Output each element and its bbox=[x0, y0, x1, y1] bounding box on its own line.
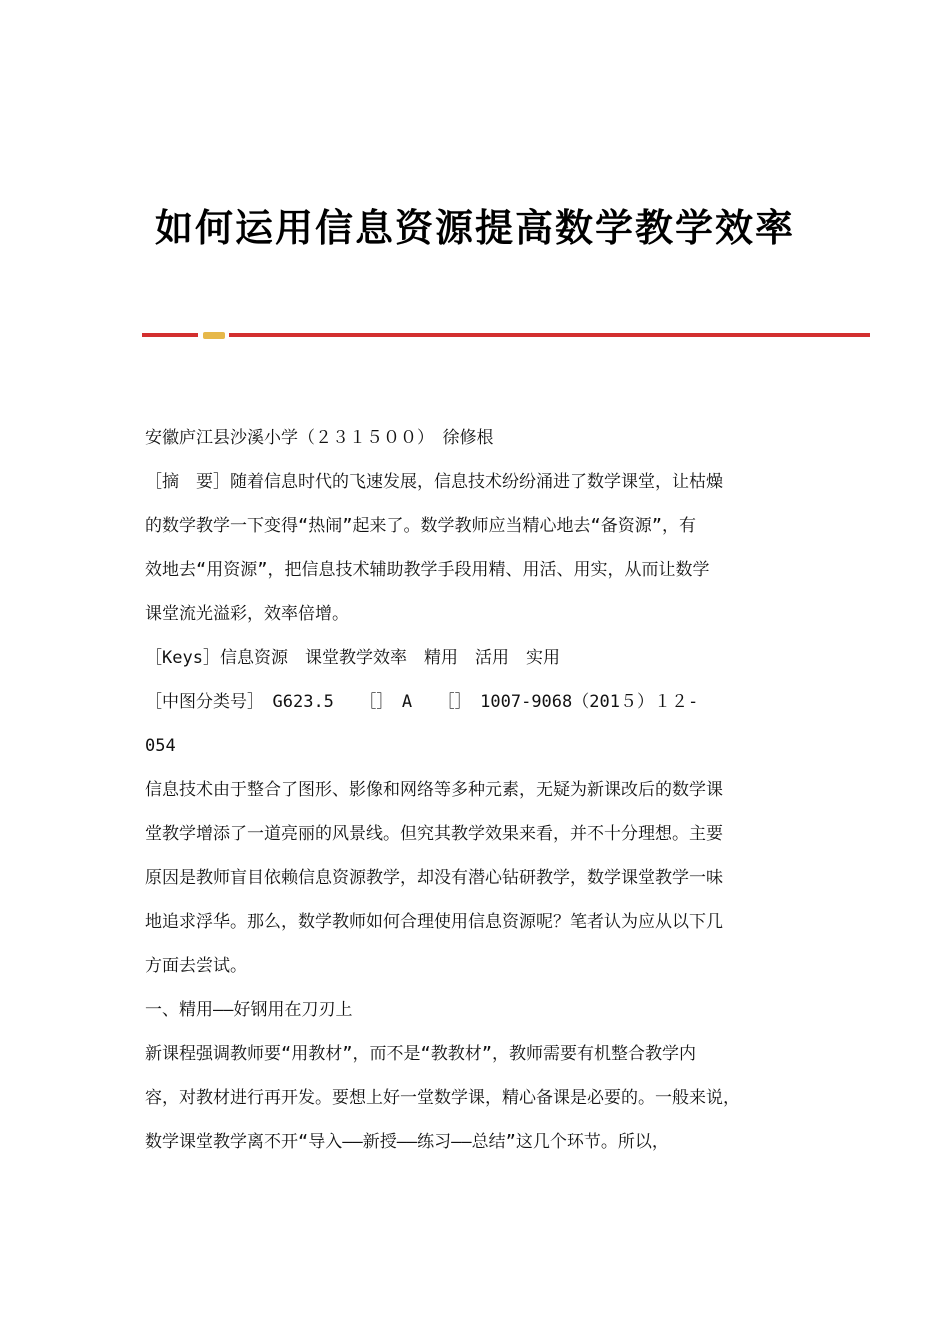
classification-line: 054 bbox=[145, 736, 176, 756]
page-title: 如何运用信息资源提高数学教学效率 bbox=[154, 205, 795, 250]
divider-badge bbox=[203, 332, 225, 339]
paragraph-line: 方面去尝试。 bbox=[145, 956, 247, 976]
paragraph-line: 地追求浮华。那么，数学教师如何合理使用信息资源呢？笔者认为应从以下几 bbox=[145, 912, 723, 932]
paragraph-line: 原因是教师盲目依赖信息资源教学，却没有潜心钻研教学，数学课堂教学一味 bbox=[145, 868, 723, 888]
abstract-line: ［摘 要］随着信息时代的飞速发展，信息技术纷纷涌进了数学课堂，让枯燥 bbox=[145, 472, 723, 492]
divider-right-segment bbox=[229, 333, 870, 337]
paragraph-line: 堂教学增添了一道亮丽的风景线。但究其教学效果来看，并不十分理想。主要 bbox=[145, 824, 723, 844]
abstract-line: 的数学教学一下变得“热闹”起来了。数学教师应当精心地去“备资源”，有 bbox=[145, 516, 696, 536]
section-heading: 一、精用——好钢用在刀刃上 bbox=[145, 1000, 353, 1020]
divider-left-segment bbox=[142, 333, 198, 337]
paragraph-line: 容，对教材进行再开发。要想上好一堂数学课，精心备课是必要的。一般来说， bbox=[145, 1088, 740, 1108]
paragraph-line: 数学课堂教学离不开“导入——新授——练习——总结”这几个环节。所以， bbox=[145, 1132, 669, 1152]
body-text bbox=[145, 416, 810, 1164]
paragraph-line: 信息技术由于整合了图形、影像和网络等多种元素，无疑为新课改后的数学课 bbox=[145, 780, 723, 800]
classification-line: ［中图分类号］ G623.5 ［］ A ［］ 1007-9068（201５）１２- bbox=[145, 692, 699, 712]
author-line: 安徽庐江县沙溪小学（２３１５００） 徐修根 bbox=[145, 428, 494, 448]
abstract-line: 效地去“用资源”，把信息技术辅助教学手段用精、用活、用实，从而让数学 bbox=[145, 560, 710, 580]
paragraph-line: 新课程强调教师要“用教材”，而不是“教教材”，教师需要有机整合教学内 bbox=[145, 1044, 696, 1064]
keywords-line: ［Keys］信息资源 课堂教学效率 精用 活用 实用 bbox=[145, 648, 560, 668]
title-divider bbox=[142, 331, 870, 339]
abstract-line: 课堂流光溢彩，效率倍增。 bbox=[145, 604, 349, 624]
